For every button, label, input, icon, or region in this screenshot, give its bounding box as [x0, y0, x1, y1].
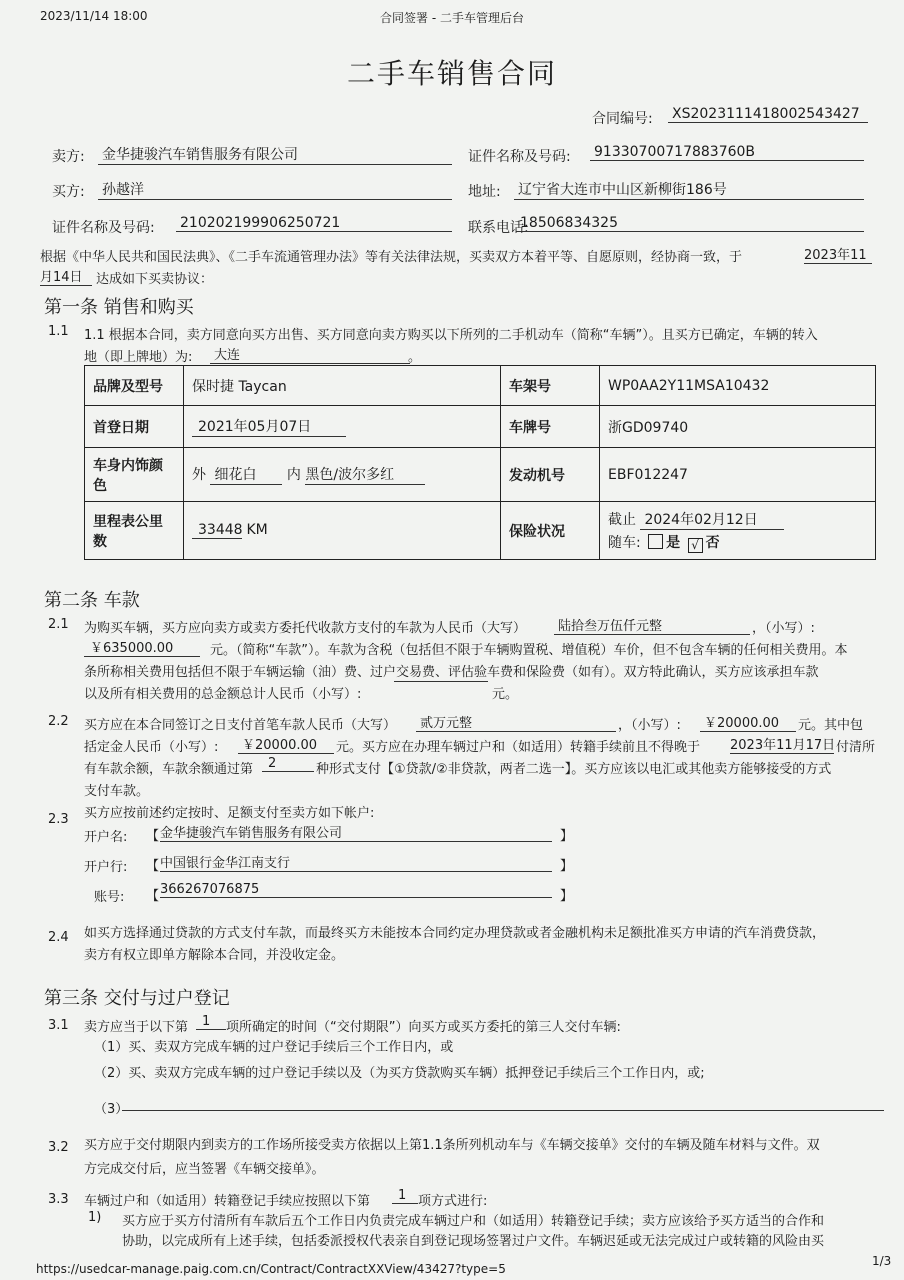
clause-2-1-b: ，（小写）:: [752, 621, 815, 636]
mileage-value: 33448: [192, 522, 242, 539]
delivery-option-3: （3）: [94, 1102, 129, 1117]
exterior-prefix: 外: [192, 467, 206, 483]
vehicle-table: [84, 365, 876, 560]
clause-2-2-b: ，（小写）:: [618, 718, 681, 733]
clause-3-2-b: 方完成交付后，应当签署《车辆交接单》。: [84, 1162, 325, 1177]
intro-date-a: 2023年11: [804, 244, 872, 264]
clause-2-4-num: 2.4: [48, 930, 69, 945]
clause-3-1-a: 卖方应当于以下第: [84, 1020, 189, 1035]
print-datetime: 2023/11/14 18:00: [40, 9, 148, 23]
clause-1-1-end: 。: [408, 350, 422, 365]
account-no: 366267076875: [160, 882, 552, 898]
clause-2-2-f: 付清所: [836, 740, 876, 755]
clause-2-2-a: 买方应在本合同签订之日支付首笔车款人民币（大写）: [84, 718, 397, 733]
seller-id-label: 证件名称及号码:: [468, 149, 571, 165]
clause-2-2-d: 括定金人民币（小写）:: [84, 740, 219, 755]
print-page-title: 合同签署 - 二手车管理后台: [380, 11, 524, 25]
clause-2-1-e: 以及所有相关费用的总金额总计人民币（小写）:: [84, 687, 362, 702]
article-3-title: 第三条 交付与过户登记: [44, 988, 230, 1009]
bank-rbracket: 】: [560, 859, 574, 874]
clause-1-1-text: 1.1 根据本合同，卖方同意向买方出售、买方同意向卖方购买以下所列的二手机动车（简称“车辆”）。且买方已确定，车辆的转入: [84, 328, 818, 343]
plate-value: 浙GD09740: [600, 406, 876, 448]
account-name: 金华捷骏汽车销售服务有限公司: [160, 822, 552, 842]
color-label: 车身内饰颜色: [85, 448, 184, 502]
clause-3-2-num: 3.2: [48, 1140, 69, 1155]
clause-3-2-a: 买方应于交付期限内到卖方的工作场所接受卖方依据以上第1.1条所列机动车与《车辆交接单》交付的车辆及随车材料与文件。双: [84, 1138, 820, 1153]
exterior-color: 细花白: [210, 464, 282, 485]
intro-text: 根据《中华人民共和国民法典》、《二手车流通管理办法》等有关法律法规，买卖双方本着平等、自愿原则，经协商一致，于: [40, 250, 743, 265]
clause-2-1-num: 2.1: [48, 617, 69, 632]
engine-label: 发动机号: [501, 448, 600, 502]
clause-3-3-b: 项方式进行:: [418, 1194, 488, 1209]
first-payment-lower: ￥20000.00: [700, 712, 796, 732]
price-upper: 陆拾叁万伍仟元整: [554, 615, 750, 635]
no-label: 否: [705, 534, 720, 551]
interior-prefix: 内: [286, 467, 301, 483]
clause-3-1-num: 3.1: [48, 1018, 69, 1033]
seller-name: 金华捷骏汽车销售服务有限公司: [98, 144, 452, 165]
clause-2-2-c: 元。其中包: [798, 718, 864, 733]
account-name-label: 开户名:: [84, 830, 128, 845]
total-amount: [394, 681, 488, 682]
seller-label: 卖方:: [52, 149, 85, 165]
clause-2-1-c: 元。（简称“车款”）。车款为含税（包括但不限于车辆购置税、增值税）车价，但不包含车辆的任何相关费用。本: [210, 643, 848, 658]
delivery-option-2: （2）买、卖双方完成车辆的过户登记手续以及（为买方贷款购买车辆）抵押登记手续后三个工作日内，或;: [94, 1066, 705, 1081]
yes-checkbox[interactable]: [648, 534, 663, 549]
phone-label: 联系电话:: [468, 220, 529, 236]
bank-name: 中国银行金华江南支行: [160, 852, 552, 872]
clause-2-2-g: 有车款余额，车款余额通过第: [84, 762, 254, 777]
price-lower: ￥635000.00: [84, 637, 200, 657]
account-no-label: 账号:: [94, 890, 125, 905]
account-no-lbracket: 【: [146, 889, 160, 904]
plate-label: 车牌号: [501, 406, 600, 448]
contract-title: 二手车销售合同: [346, 57, 557, 90]
contract-no: XS20231114180025434​27: [668, 106, 868, 123]
reg-date-cell: [184, 406, 501, 448]
clause-3-3-1-num: 1): [88, 1210, 102, 1225]
yes-label: 是: [666, 534, 681, 551]
delivery-option-3-blank: [122, 1096, 884, 1111]
transfer-item: 1: [392, 1188, 418, 1204]
clause-1-1-text2: 地（即上牌地）为:: [84, 350, 193, 365]
intro-text-b: 达成如下买卖协议：: [96, 272, 214, 287]
clause-2-2-num: 2.2: [48, 714, 69, 729]
account-name-rbracket: 】: [560, 829, 574, 844]
mileage-cell: [184, 502, 501, 560]
warranty-prefix: 截止: [608, 511, 636, 528]
contract-no-label: 合同编号:: [592, 111, 653, 127]
buyer-label: 买方:: [52, 184, 85, 200]
clause-3-3-1-b: 协助，以完成所有上述手续，包括委派授权代表亲自到登记现场签署过户文件。车辆迟延或无法完成过户或转籍的风险由买: [122, 1234, 825, 1249]
clause-2-1-f: 元。: [492, 687, 519, 702]
print-url: https://usedcar-manage.paig.com.cn/Contract/ContractXXView/43427?type=5: [36, 1262, 506, 1276]
seller-id: 91330700717883760B: [590, 144, 864, 161]
bank-lbracket: 【: [146, 859, 160, 874]
clause-3-3-num: 3.3: [48, 1192, 69, 1207]
intro-date-b: 月14日: [40, 266, 92, 286]
vin-value: WP0AA2Y11MSA10432: [600, 366, 876, 406]
clause-2-3-a: 买方应按前述约定按时、足额支付至卖方如下帐户:: [84, 806, 375, 821]
page-number: 1/3: [872, 1254, 892, 1268]
registration-place: 大连: [210, 344, 410, 364]
delivery-option-1: （1）买、卖双方完成车辆的过户登记手续后三个工作日内，或: [94, 1040, 454, 1055]
buyer-name: 孙越洋: [98, 179, 452, 200]
address-label: 地址:: [468, 184, 501, 200]
clause-2-4-a: 如买方选择通过贷款的方式支付车款，而最终买方未能按本合同约定办理贷款或者金融机构未足额批准买方申请的汽车消费贷款，: [84, 926, 826, 941]
brand-value: 保时捷 Taycan: [184, 366, 501, 406]
first-payment-upper: 贰万元整: [416, 712, 616, 732]
no-checkbox[interactable]: √: [688, 538, 703, 553]
color-cell: [184, 448, 501, 502]
account-no-rbracket: 】: [560, 889, 574, 904]
reg-date-label: 首登日期: [85, 406, 184, 448]
interior-color: 黑色/波尔多红: [305, 464, 425, 485]
warranty-cell: [600, 502, 876, 560]
buyer-id: 210202199906250721: [176, 215, 452, 232]
brand-label: 品牌及型号: [85, 366, 184, 406]
engine-value: EBF012247: [600, 448, 876, 502]
clause-3-3-a: 车辆过户和（如适用）转籍登记手续应按照以下第: [84, 1194, 371, 1209]
bank-label: 开户行:: [84, 860, 128, 875]
clause-2-1-d: 条所称相关费用包括但不限于车辆运输（油）费、过户交易费、评估验车费和保险费（如有）。双方特此确认，买方应该承担车款: [84, 665, 819, 680]
deposit-amount: ￥20000.00: [238, 734, 334, 754]
payment-method: 2: [262, 756, 314, 772]
warranty-date: 2024年02月12日: [640, 509, 784, 530]
clause-2-2-h: 种形式支付【①贷款/②非贷款，两者二选一】。买方应该以电汇或其他卖方能够接受的方式: [316, 762, 832, 777]
article-2-title: 第二条 车款: [44, 590, 140, 611]
vin-label: 车架号: [501, 366, 600, 406]
buyer-phone: 18506834325: [516, 215, 864, 232]
account-name-lbracket: 【: [146, 829, 160, 844]
with-car-label: 随车:: [608, 534, 641, 551]
buyer-address: 辽宁省大连市中山区新柳街186号: [514, 179, 864, 200]
mileage-label: 里程表公里数: [85, 502, 184, 560]
final-payment-date: 2023年11月17日: [730, 734, 834, 754]
clause-2-3-num: 2.3: [48, 812, 69, 827]
clause-1-1-num: 1.1: [48, 324, 69, 339]
warranty-label: 保险状况: [501, 502, 600, 560]
clause-3-1-b: 项所确定的时间（“交付期限”）向买方或买方委托的第三人交付车辆:: [226, 1020, 621, 1035]
reg-date-value: 2021年05月07日: [192, 416, 346, 437]
clause-2-1-a: 为购买车辆，买方应向卖方或卖方委托代收款方支付的车款为人民币（大写）: [84, 621, 527, 636]
buyer-id-label: 证件名称及号码:: [52, 220, 155, 236]
clause-3-3-1-a: 买方应于买方付清所有车款后五个工作日内负责完成车辆过户和（如适用）转籍登记手续；卖方应该给予买方适当的合作和: [122, 1214, 825, 1229]
article-1-title: 第一条 销售和购买: [44, 297, 194, 318]
delivery-item: 1: [196, 1014, 226, 1030]
mileage-unit: KM: [246, 522, 268, 538]
clause-2-2-e: 元。买方应在办理车辆过户和（如适用）转籍手续前且不得晚于: [336, 740, 701, 755]
clause-2-4-b: 卖方有权立即单方解除本合同，并没收定金。: [84, 948, 345, 963]
clause-2-2-i: 支付车款。: [84, 784, 150, 799]
